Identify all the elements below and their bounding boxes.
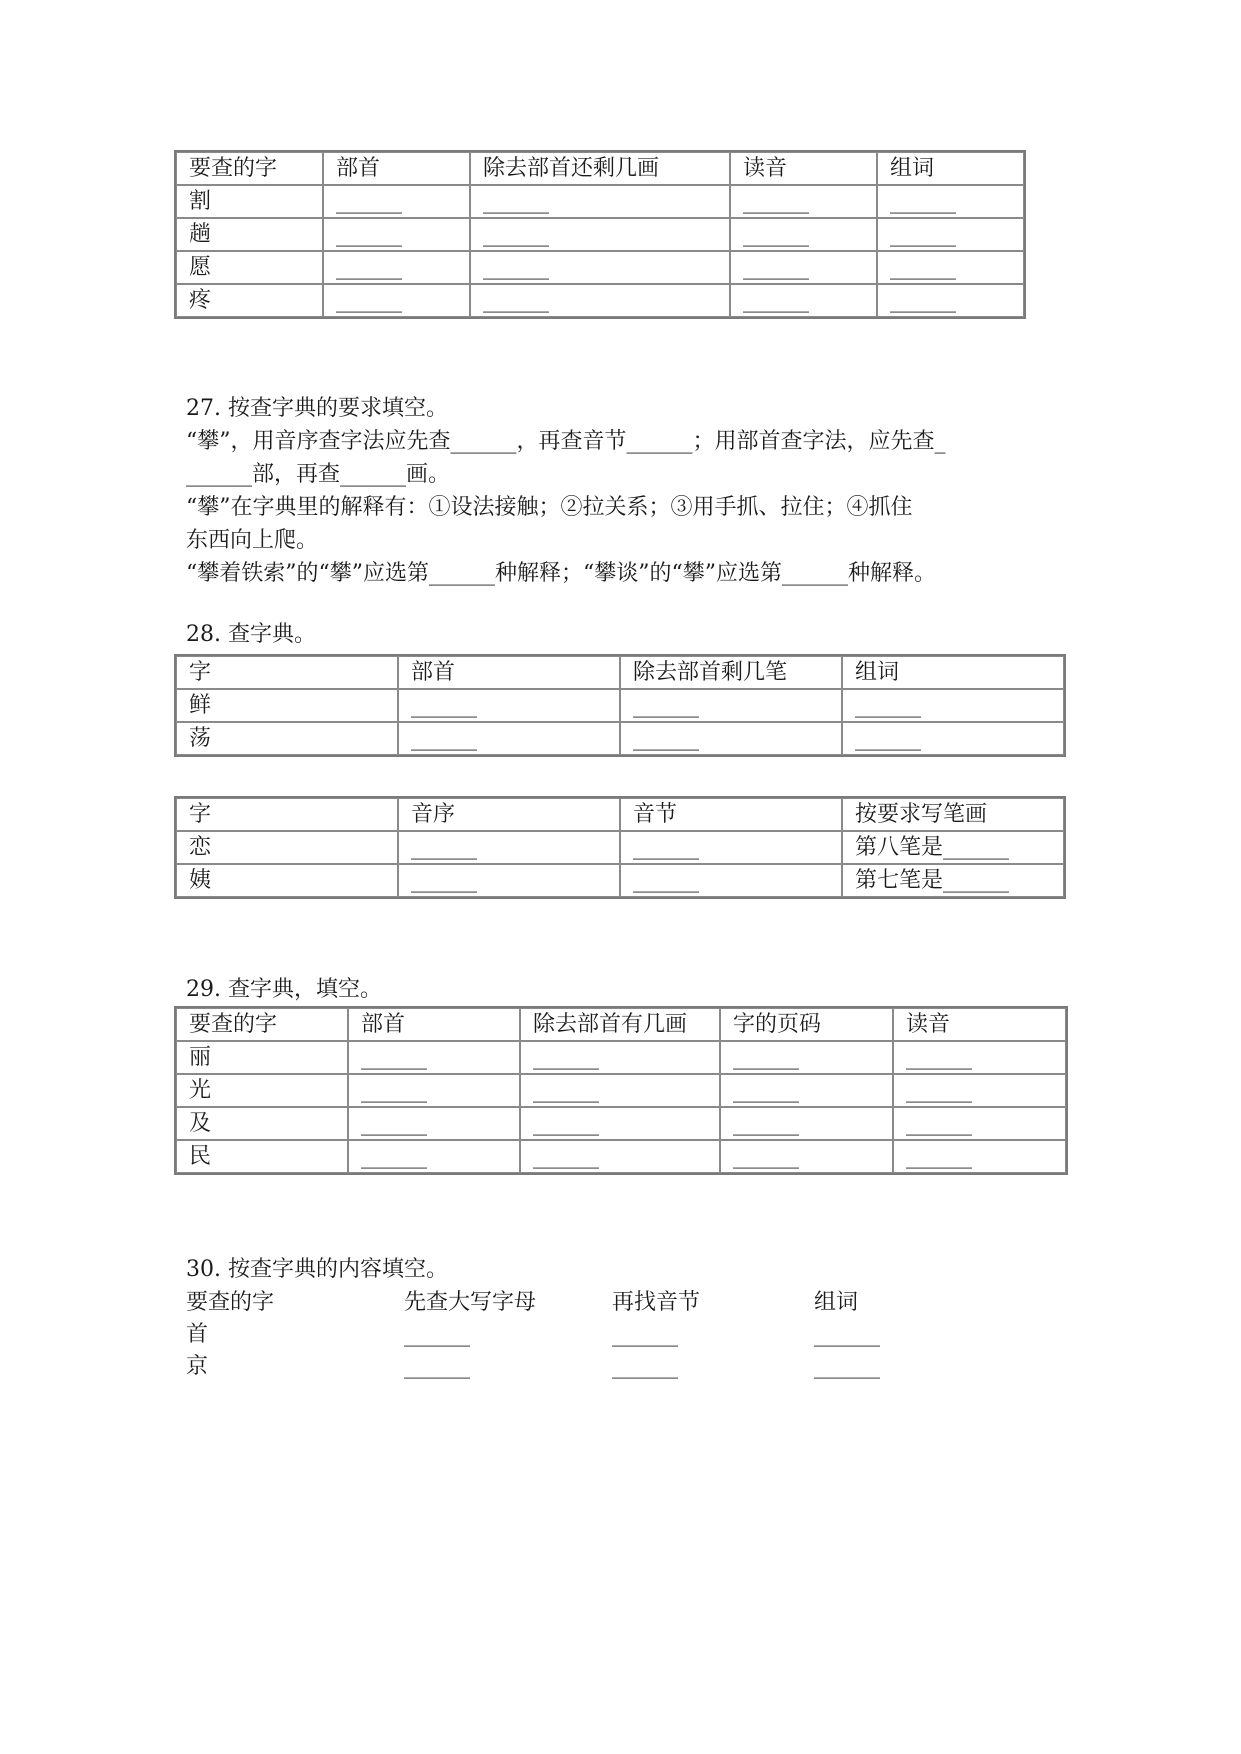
blank-cell[interactable]: ______ [323, 251, 470, 284]
table-header-row [176, 656, 1064, 689]
header-cell: 读音 [893, 1008, 1066, 1041]
q30-blank[interactable]: ______ [612, 1322, 678, 1347]
char-cell: 鲜 [176, 689, 398, 722]
header-cell: 部首 [398, 656, 620, 689]
blank-cell[interactable]: ______ [348, 1041, 520, 1074]
table-row [176, 1041, 1066, 1074]
header-cell: 除去部首有几画 [520, 1008, 720, 1041]
blank-cell[interactable]: ______ [470, 218, 730, 251]
header-cell: 按要求写笔画 [842, 798, 1064, 831]
q30-blank[interactable]: ______ [814, 1354, 880, 1379]
q30-blank[interactable]: ______ [814, 1322, 880, 1347]
blank-cell[interactable]: ______ [520, 1107, 720, 1140]
blank-cell[interactable]: ______ [398, 864, 620, 897]
blank-cell[interactable]: ______ [520, 1140, 720, 1173]
table-29 [174, 1006, 1068, 1175]
table-row [176, 864, 1064, 897]
table-header-row [176, 1008, 1066, 1041]
char-cell: 恋 [176, 831, 398, 864]
blank-cell[interactable]: ______ [470, 185, 730, 218]
blank-cell[interactable]: ______ [323, 218, 470, 251]
header-cell: 部首 [348, 1008, 520, 1041]
blank-cell[interactable]: ______ [720, 1107, 893, 1140]
question-27-line: “攀”，用音序查字法应先查______，再查音节______；用部首查字法，应先查_ [186, 429, 946, 454]
table-top [174, 150, 1026, 319]
header-cell: 组词 [842, 656, 1064, 689]
char-cell: 民 [176, 1140, 348, 1173]
blank-cell[interactable]: ______ [620, 722, 842, 755]
blank-cell[interactable]: ______ [620, 864, 842, 897]
blank-cell[interactable]: ______ [877, 185, 1024, 218]
blank-cell[interactable]: ______ [323, 185, 470, 218]
blank-cell[interactable]: ______ [398, 831, 620, 864]
blank-cell[interactable]: ______ [323, 284, 470, 317]
header-cell: 读音 [730, 152, 877, 185]
question-29-title: 29. 查字典，填空。 [186, 977, 382, 1002]
question-28-title: 28. 查字典。 [186, 622, 316, 647]
question-27-line: 东西向上爬。 [186, 528, 319, 553]
q30-header: 再找音节 [612, 1290, 701, 1315]
blank-cell[interactable]: ______ [398, 722, 620, 755]
table-row [176, 218, 1024, 251]
table-row [176, 185, 1024, 218]
header-cell: 组词 [877, 152, 1024, 185]
header-cell: 要查的字 [176, 152, 323, 185]
table-row [176, 1140, 1066, 1173]
char-cell: 及 [176, 1107, 348, 1140]
blank-cell[interactable]: ______ [348, 1107, 520, 1140]
blank-cell[interactable]: ______ [620, 831, 842, 864]
blank-cell[interactable]: ______ [893, 1074, 1066, 1107]
table-row [176, 284, 1024, 317]
blank-cell[interactable]: ______ [730, 218, 877, 251]
header-cell: 字 [176, 798, 398, 831]
blank-cell[interactable]: ______ [730, 251, 877, 284]
char-cell: 割 [176, 185, 323, 218]
header-cell: 除去部首还剩几画 [470, 152, 730, 185]
blank-cell[interactable]: ______ [842, 722, 1064, 755]
table-top-container [174, 150, 1026, 319]
table-row [176, 251, 1024, 284]
header-cell: 除去部首剩几笔 [620, 656, 842, 689]
question-27-title: 27. 按查字典的要求填空。 [186, 396, 448, 421]
header-cell: 音序 [398, 798, 620, 831]
q30-blank[interactable]: ______ [612, 1354, 678, 1379]
header-cell: 音节 [620, 798, 842, 831]
question-27-line: “攀着铁索”的“攀”应选第______种解释；“攀谈”的“攀”应选第______种解释。 [186, 561, 936, 586]
blank-cell[interactable]: ______ [877, 218, 1024, 251]
blank-cell[interactable]: ______ [520, 1041, 720, 1074]
q30-char: 京 [186, 1354, 209, 1379]
table-row [176, 689, 1064, 722]
blank-cell[interactable]: ______ [470, 251, 730, 284]
q30-header: 要查的字 [186, 1290, 275, 1315]
blank-cell[interactable]: ______ [893, 1107, 1066, 1140]
char-cell: 荡 [176, 722, 398, 755]
table-28b [174, 796, 1066, 899]
table-row [176, 831, 1064, 864]
blank-cell[interactable]: ______ [620, 689, 842, 722]
blank-cell[interactable]: ______ [520, 1074, 720, 1107]
blank-cell[interactable]: ______ [730, 284, 877, 317]
header-cell: 字 [176, 656, 398, 689]
stroke-cell[interactable]: 第八笔是______ [842, 831, 1064, 864]
char-cell: 光 [176, 1074, 348, 1107]
question-27-line: “攀”在字典里的解释有：①设法接触；②拉关系；③用手抓、拉住；④抓住 [186, 495, 913, 520]
table-row [176, 722, 1064, 755]
table-row [176, 1107, 1066, 1140]
table-28a [174, 654, 1066, 757]
char-cell: 愿 [176, 251, 323, 284]
blank-cell[interactable]: ______ [720, 1140, 893, 1173]
char-cell: 疼 [176, 284, 323, 317]
blank-cell[interactable]: ______ [720, 1041, 893, 1074]
blank-cell[interactable]: ______ [877, 284, 1024, 317]
header-cell: 字的页码 [720, 1008, 893, 1041]
blank-cell[interactable]: ______ [348, 1140, 520, 1173]
blank-cell[interactable]: ______ [470, 284, 730, 317]
q30-header: 先查大写字母 [404, 1290, 537, 1315]
table-header-row [176, 798, 1064, 831]
question-30-title: 30. 按查字典的内容填空。 [186, 1257, 448, 1282]
char-cell: 趟 [176, 218, 323, 251]
char-cell: 姨 [176, 864, 398, 897]
blank-cell[interactable]: ______ [398, 689, 620, 722]
table-29-container [174, 1006, 1068, 1175]
q30-char: 首 [186, 1322, 209, 1347]
question-27 [186, 392, 1066, 592]
blank-cell[interactable]: ______ [877, 251, 1024, 284]
blank-cell[interactable]: ______ [893, 1140, 1066, 1173]
blank-cell[interactable]: ______ [730, 185, 877, 218]
blank-cell[interactable]: ______ [720, 1074, 893, 1107]
blank-cell[interactable]: ______ [348, 1074, 520, 1107]
q30-blank[interactable]: ______ [404, 1354, 470, 1379]
blank-cell[interactable]: ______ [893, 1041, 1066, 1074]
table-row [176, 1074, 1066, 1107]
table-header-row [176, 152, 1024, 185]
q30-header: 组词 [814, 1290, 859, 1315]
table-28a-container [174, 654, 1066, 757]
table-28b-container [174, 796, 1066, 899]
char-cell: 丽 [176, 1041, 348, 1074]
header-cell: 部首 [323, 152, 470, 185]
question-27-line: ______部，再查______画。 [186, 462, 451, 487]
header-cell: 要查的字 [176, 1008, 348, 1041]
q30-blank[interactable]: ______ [404, 1322, 470, 1347]
blank-cell[interactable]: ______ [842, 689, 1064, 722]
stroke-cell[interactable]: 第七笔是______ [842, 864, 1064, 897]
